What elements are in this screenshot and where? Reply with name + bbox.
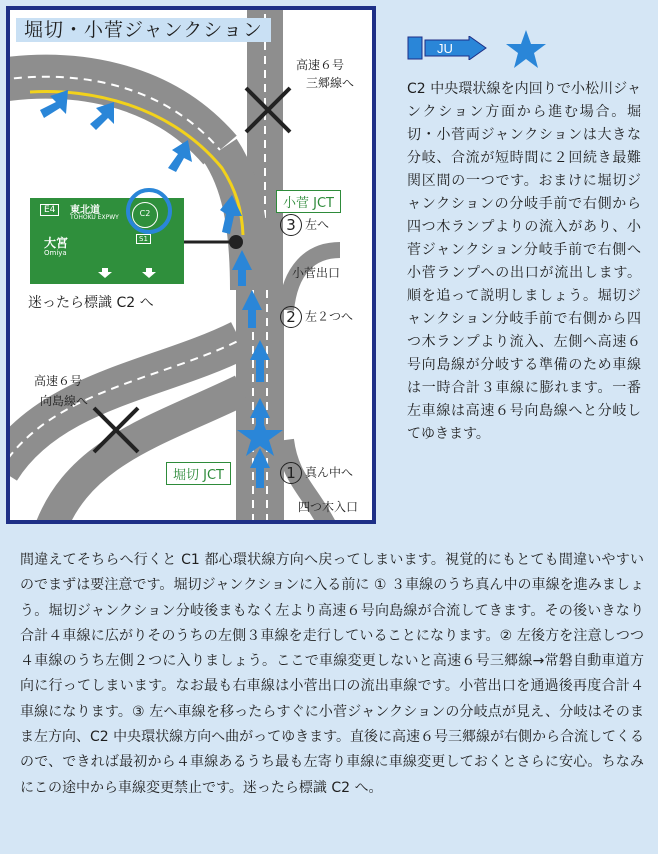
step-1 [280, 462, 353, 484]
label-mukojima: 向島線へ [40, 394, 89, 408]
label-kosuge-exit: 小菅出口 [292, 266, 341, 280]
step-1-number: 1 [280, 462, 302, 484]
road-c2-upper-left [10, 77, 220, 150]
sign-route-number: E4 [40, 204, 59, 216]
sign-destination-en: Omiya [44, 249, 67, 257]
sign-road-name: 東北道 [70, 205, 100, 216]
lost-hint-text: 迷ったら標識 C2 へ [28, 295, 154, 311]
label-horikiri-jct: 堀切 JCT [166, 462, 231, 485]
step-3-number: 3 [280, 214, 302, 236]
right-column [393, 6, 651, 536]
sign-road-name-en: TOHOKU EXPWY [70, 214, 119, 221]
step-2-text: 左２つへ [305, 309, 354, 324]
sign-destination: 大宮 [44, 236, 69, 250]
label-misato: 三郷線へ [306, 76, 355, 90]
junction-map [6, 6, 376, 524]
step-3 [280, 214, 329, 236]
right-description: C2 中央環状線を内回りで小松川ジャンクション方面から進む場合。堀切・小菅両ジャンクションは大きな分岐、合流が短時間に２回続き最難関区間の一つです。おまけに堀切ジャンクションの分岐手前で右側から四つ木ランプよりの流入があり、小菅ジャンクション分岐手前で右側へ小菅ランプへの出口が流出します。順を追って説明しましょう。堀切ジャンクション分岐手前で右側から四つ木ランプより流入、左側へ高速６号向島線が分岐する準備のため車線は一時合計３車線に膨れます。一番左車線は高速６号向島線へと分岐してゆきます。 [407, 81, 641, 442]
sign-c2-marker: C2 [132, 202, 158, 228]
label-yotsugi-entrance: 四つ木入口 [298, 500, 359, 514]
label-route6-left: 高速６号 [34, 374, 83, 388]
step-3-text: 左へ [305, 217, 330, 232]
label-kosuge-jct: 小菅 JCT [276, 190, 341, 213]
star-icon [505, 28, 547, 70]
sign-small-marker: S1 [136, 234, 151, 244]
bottom-description: 間違えてそちらへ行くと C1 都心環状線方向へ戻ってしまいます。視覚的にもとても間違いやすいのでまずは要注意です。堀切ジャンクションに入る前に ① ３車線のうち真ん中の車線を進みましょう。堀切ジャンクション分岐後まもなく左より高速６号向島線が合流してきます。その後いきなり合計４車線に広がりそのうちの左側３車線を走行していることになります。② 左後方を注意しつつ４車線のうち左側２つに入りましょう。ここで車線変更しないと高速６号三郷線→常磐自動車道方向に行ってしまいます。なお最も右車線は小菅出口の流出車線です。小菅出口を通過後再度合計４車線になります。③ 左へ車線を移ったらすぐに小菅ジャンクションの分岐点が見え、分岐はそのまま左方向、C2 中央環状線方向へ曲がってゆきます。直後に高速６号三郷線が右側から合流してくるので、できれば最初から４車線あるうち最も左寄り車線に車線変更しておくとさらに安心。ちなみにこの途中から車線変更禁止です。迷ったら標識 C2 へ。 [20, 552, 645, 796]
c2-highlight-ring [124, 186, 174, 236]
step-2-number: 2 [280, 306, 302, 328]
sign-down-arrows [90, 266, 170, 280]
ju-arrow-badge [407, 36, 487, 60]
ju-label: JU [437, 41, 453, 56]
step-2 [280, 306, 353, 328]
label-route6-top: 高速６号 [296, 58, 345, 72]
step-1-text: 真ん中へ [305, 465, 354, 480]
sign-pointer-dot [229, 235, 243, 249]
map-title: 堀切・小菅ジャンクション [16, 18, 271, 42]
